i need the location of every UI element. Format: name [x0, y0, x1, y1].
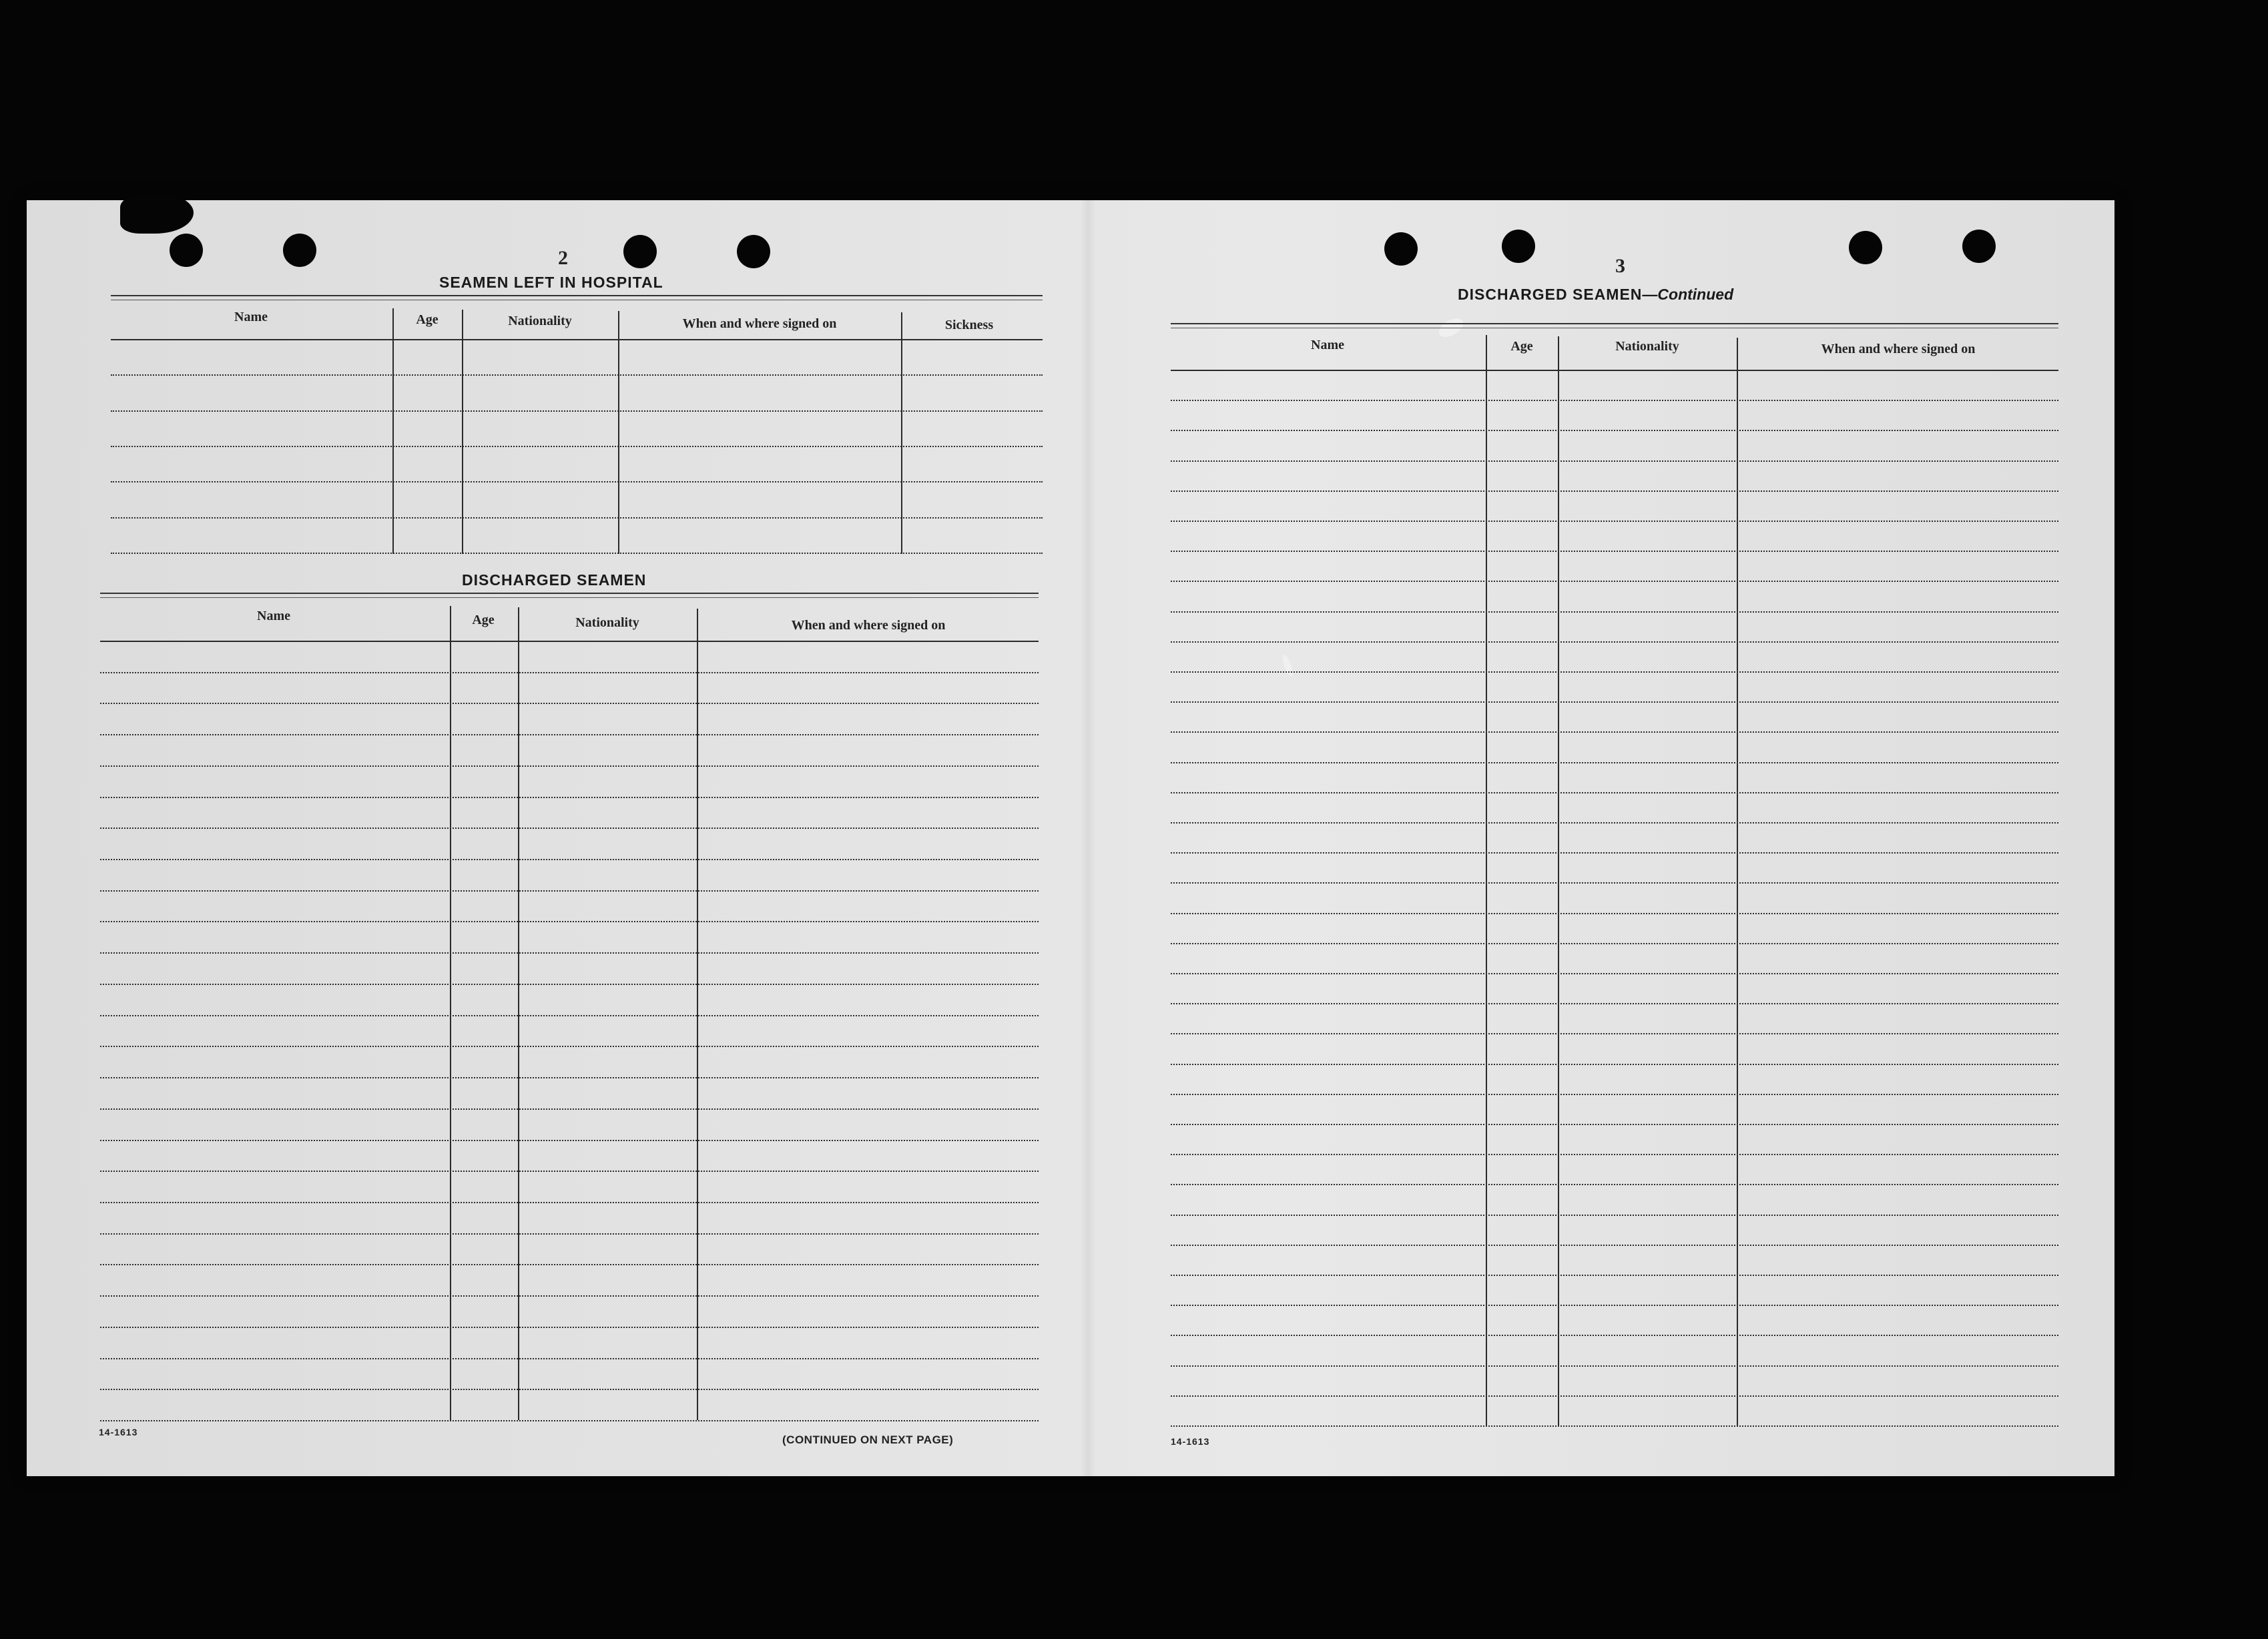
ruled-line [100, 797, 1039, 798]
discharged-table [100, 593, 1039, 1425]
ruled-line [1171, 913, 2058, 914]
punch-hole [1849, 231, 1882, 264]
ruled-line [100, 641, 1039, 642]
ruled-line [100, 765, 1039, 767]
ruled-line [1171, 1395, 2058, 1397]
ruled-line [1171, 490, 2058, 492]
ruled-line [100, 1264, 1039, 1265]
ruled-line [1171, 1365, 2058, 1367]
ruled-line [1171, 1305, 2058, 1306]
ruled-line [1171, 521, 2058, 522]
ruled-line [1171, 1425, 2058, 1427]
center-fold [1080, 200, 1096, 1476]
hospital-section-title: SEAMEN LEFT IN HOSPITAL [439, 274, 663, 291]
ruled-line [1171, 581, 2058, 582]
ruled-line [100, 734, 1039, 735]
ruled-line [100, 828, 1039, 829]
ruled-line [1171, 762, 2058, 763]
column-header-age: Age [416, 312, 439, 327]
column-header-age: Age [1510, 339, 1533, 354]
form-code: 14-1613 [1171, 1436, 1210, 1447]
ruled-line [1171, 641, 2058, 643]
ruled-line [1171, 611, 2058, 613]
punch-hole [1384, 232, 1418, 266]
ruled-line [1171, 852, 2058, 854]
ruled-line [1171, 792, 2058, 793]
column-divider [450, 606, 451, 1420]
column-header-signed-on: When and where signed on [682, 316, 837, 331]
ruled-line [100, 1015, 1039, 1016]
ruled-line [111, 410, 1043, 412]
column-header-name: Name [257, 609, 290, 623]
discharged-continued-title-main: DISCHARGED SEAMEN [1458, 286, 1643, 303]
ruled-line [1171, 731, 2058, 733]
ruled-line [111, 553, 1043, 554]
ruled-line [111, 517, 1043, 519]
page-number: 2 [558, 247, 568, 269]
column-header-age: Age [472, 613, 495, 627]
column-header-signed-on: When and where signed on [791, 618, 946, 633]
punch-hole [283, 234, 316, 267]
ruled-line [1171, 370, 2058, 371]
punch-hole [1502, 230, 1535, 263]
ruled-line [1171, 973, 2058, 974]
ruled-line [1171, 943, 2058, 944]
ruled-line [1171, 882, 2058, 884]
ruled-line [1171, 671, 2058, 673]
column-header-nationality: Nationality [1615, 339, 1679, 354]
ruled-line [100, 1108, 1039, 1110]
ruled-line [100, 1420, 1039, 1421]
ruled-line [111, 481, 1043, 482]
ruled-line [1171, 1335, 2058, 1336]
ruled-line [100, 921, 1039, 922]
ruled-line [1171, 551, 2058, 552]
ruled-line [100, 703, 1039, 704]
ruled-line [1171, 1033, 2058, 1034]
continued-note: (CONTINUED ON NEXT PAGE) [782, 1433, 954, 1446]
ruled-line [1171, 400, 2058, 401]
column-header-signed-on: When and where signed on [1821, 342, 1976, 356]
punch-hole [1962, 230, 1996, 263]
ruled-line [111, 339, 1043, 340]
ruled-line [1171, 460, 2058, 462]
ruled-line [1171, 1124, 2058, 1125]
ruled-line [100, 859, 1039, 860]
punch-hole [170, 234, 203, 267]
ruled-line [100, 952, 1039, 954]
ruled-line [100, 1046, 1039, 1047]
punch-hole [737, 235, 770, 268]
discharged-continued-title [1458, 286, 1733, 304]
ruled-line [1171, 1003, 2058, 1004]
ruled-line [100, 1233, 1039, 1235]
ruled-line [100, 890, 1039, 892]
header-rule [1171, 323, 2058, 328]
ruled-line [1171, 822, 2058, 824]
punch-hole [623, 235, 657, 268]
ruled-line [100, 1202, 1039, 1203]
column-divider [1486, 335, 1487, 1427]
ruled-line [1171, 1094, 2058, 1095]
ruled-line [100, 672, 1039, 673]
ruled-line [1171, 1215, 2058, 1216]
ruled-line [100, 1389, 1039, 1390]
form-code: 14-1613 [99, 1427, 138, 1437]
column-divider [518, 607, 519, 1420]
continued-suffix: —Continued [1642, 286, 1734, 303]
header-rule [111, 295, 1043, 300]
column-header-sickness: Sickness [944, 318, 994, 332]
page-number: 3 [1615, 255, 1625, 277]
ruled-line [100, 1140, 1039, 1141]
column-header-nationality: Nationality [575, 615, 639, 630]
ruled-line [1171, 1064, 2058, 1065]
ruled-line [100, 1358, 1039, 1359]
ruled-line [100, 1171, 1039, 1172]
column-divider [1558, 336, 1559, 1427]
ruled-line [1171, 1275, 2058, 1276]
hospital-table [111, 295, 1043, 557]
column-header-name: Name [234, 310, 268, 324]
ruled-line [100, 1327, 1039, 1328]
ruled-line [1171, 701, 2058, 703]
column-header-nationality: Nationality [508, 314, 572, 328]
ruled-line [1171, 1245, 2058, 1246]
discharged-continued-table [1171, 323, 2058, 1431]
torn-corner [120, 194, 194, 234]
ruled-line [111, 374, 1043, 376]
ruled-line [100, 1077, 1039, 1078]
ledger-sheet [27, 200, 2114, 1476]
ruled-line [111, 446, 1043, 447]
ruled-line [1171, 1154, 2058, 1155]
header-rule [100, 593, 1039, 598]
ruled-line [100, 984, 1039, 985]
ruled-line [100, 1295, 1039, 1297]
column-header-name: Name [1311, 338, 1344, 352]
ruled-line [1171, 1184, 2058, 1185]
ruled-line [1171, 430, 2058, 431]
discharged-section-title: DISCHARGED SEAMEN [462, 571, 647, 589]
